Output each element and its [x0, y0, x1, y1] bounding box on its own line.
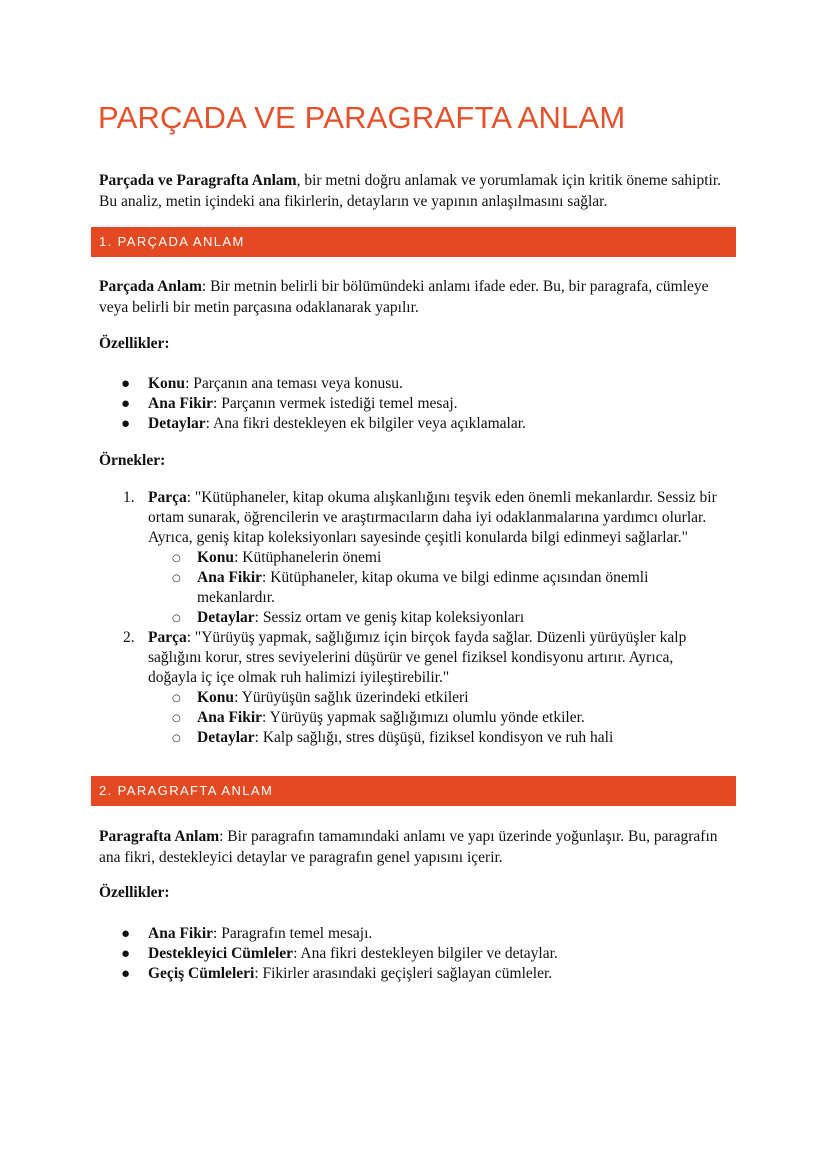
- section2-def-text: : Bir paragrafın tamamındaki anlamı ve yapı üzerinde yoğunlaşır. Bu, paragrafın ana fikri, destekleyici detaylar ve paragrafın genel yapısını içerir.: [99, 828, 718, 866]
- sub-text: : Yürüyüşün sağlık üzerindeki etkileri: [234, 689, 469, 706]
- bullet-icon: ●: [121, 926, 131, 942]
- bullet-icon: ●: [121, 966, 131, 982]
- sub-item: [148, 688, 724, 708]
- section-bar-paragrafta-anlam: 2. PARAGRAFTA ANLAM: [91, 776, 736, 806]
- sub-text: : Yürüyüş yapmak sağlığımızı olumlu yönde etkiler.: [262, 709, 585, 726]
- section2-definition: [99, 826, 739, 868]
- circle-bullet-icon: ○: [172, 713, 181, 724]
- intro-term: Parçada ve Paragrafta Anlam: [99, 172, 297, 189]
- section1-examples-heading: Örnekler:: [99, 452, 166, 469]
- section2-features-heading: Özellikler:: [99, 884, 170, 901]
- circle-bullet-icon: ○: [172, 613, 181, 624]
- circle-bullet-icon: ○: [172, 573, 181, 584]
- example-term: Parça: [148, 489, 187, 506]
- section-bar-parcada-anlam: 1. PARÇADA ANLAM: [91, 227, 736, 257]
- feature-term: Ana Fikir: [148, 925, 214, 942]
- sub-text: : Kalp sağlığı, stres düşüşü, fiziksel kondisyon ve ruh hali: [254, 729, 614, 746]
- sub-text: : Kütüphaneler, kitap okuma ve bilgi edinme açısından önemli mekanlardır.: [197, 569, 649, 606]
- intro-text: , bir metni doğru anlamak ve yorumlamak için kritik öneme sahiptir. Bu analiz, metin içindeki ana fikirlerin, detayların ve yapının anlaşılmasını sağlar.: [99, 172, 722, 210]
- circle-bullet-icon: ○: [172, 693, 181, 704]
- list-item: [99, 944, 739, 964]
- example-number: 2.: [123, 629, 135, 646]
- sub-term: Ana Fikir: [197, 709, 263, 726]
- section1-def-text: : Bir metnin belirli bir bölümündeki anlamı ifade eder. Bu, bir paragrafa, cümleye veya belirli bir metin parçasına odaklanarak yapılır.: [99, 278, 709, 316]
- sub-term: Konu: [197, 549, 235, 566]
- feature-term: Destekleyici Cümleler: [148, 945, 294, 962]
- feature-text: : Parçanın vermek istediği temel mesaj.: [213, 395, 458, 412]
- section1-definition: [99, 276, 739, 318]
- section1-def-term: Parçada Anlam: [99, 278, 202, 295]
- intro-paragraph: [99, 170, 739, 212]
- page-title: PARÇADA VE PARAGRAFTA ANLAM: [98, 100, 626, 135]
- feature-text: : Parçanın ana teması veya konusu.: [185, 375, 403, 392]
- section1-examples-list: [99, 488, 724, 748]
- bullet-icon: ●: [121, 396, 131, 412]
- example-sublist: [148, 548, 724, 628]
- section1-features-heading: Özellikler:: [99, 335, 170, 352]
- list-item: [99, 964, 739, 984]
- feature-text: : Fikirler arasındaki geçişleri sağlayan cümleler.: [254, 965, 553, 982]
- feature-text: : Ana fikri destekleyen ek bilgiler veya açıklamalar.: [205, 415, 526, 432]
- sub-item: [148, 568, 724, 608]
- bullet-icon: ●: [121, 376, 131, 392]
- feature-term: Konu: [148, 375, 186, 392]
- bullet-icon: ●: [121, 946, 131, 962]
- sub-item: [148, 728, 724, 748]
- example-term: Parça: [148, 629, 187, 646]
- section2-features-list: [99, 924, 739, 984]
- feature-term: Detaylar: [148, 415, 206, 432]
- feature-term: Ana Fikir: [148, 395, 214, 412]
- sub-item: [148, 548, 724, 568]
- feature-text: : Paragrafın temel mesajı.: [213, 925, 373, 942]
- example-text: : "Yürüyüş yapmak, sağlığımız için birçok fayda sağlar. Düzenli yürüyüşler kalp sağlığını korur, stres seviyelerini düşürür ve genel fiziksel kondisyonu artırır. Ayrıca, doğayla iç içe olmak ruh halimizi iyileştirebilir.": [148, 629, 687, 686]
- list-item: [99, 394, 739, 414]
- list-item: [99, 374, 739, 394]
- feature-text: : Ana fikri destekleyen bilgiler ve detaylar.: [293, 945, 558, 962]
- example-item: [99, 628, 724, 748]
- circle-bullet-icon: ○: [172, 553, 181, 564]
- sub-term: Detaylar: [197, 729, 255, 746]
- sub-item: [148, 608, 724, 628]
- sub-term: Ana Fikir: [197, 569, 263, 586]
- example-text: : "Kütüphaneler, kitap okuma alışkanlığını teşvik eden önemli mekanlardır. Sessiz bir ortam sunarak, öğrencilerin ve araştırmacıların daha iyi odaklanmalarına yardımcı olurlar. Ayrıca, geniş kitap koleksiyonları sayesinde çeşitli konularda bilgi edinmeyi sağlarlar.": [148, 489, 717, 546]
- sub-text: : Sessiz ortam ve geniş kitap koleksiyonları: [254, 609, 525, 626]
- list-item: [99, 414, 739, 434]
- section1-features-list: [99, 374, 739, 434]
- example-sublist: [148, 688, 724, 748]
- circle-bullet-icon: ○: [172, 733, 181, 744]
- example-number: 1.: [123, 489, 135, 506]
- feature-term: Geçiş Cümleleri: [148, 965, 255, 982]
- sub-item: [148, 708, 724, 728]
- list-item: [99, 924, 739, 944]
- sub-text: : Kütüphanelerin önemi: [234, 549, 382, 566]
- sub-term: Detaylar: [197, 609, 255, 626]
- example-item: [99, 488, 724, 628]
- sub-term: Konu: [197, 689, 235, 706]
- bullet-icon: ●: [121, 416, 131, 432]
- section2-def-term: Paragrafta Anlam: [99, 828, 220, 845]
